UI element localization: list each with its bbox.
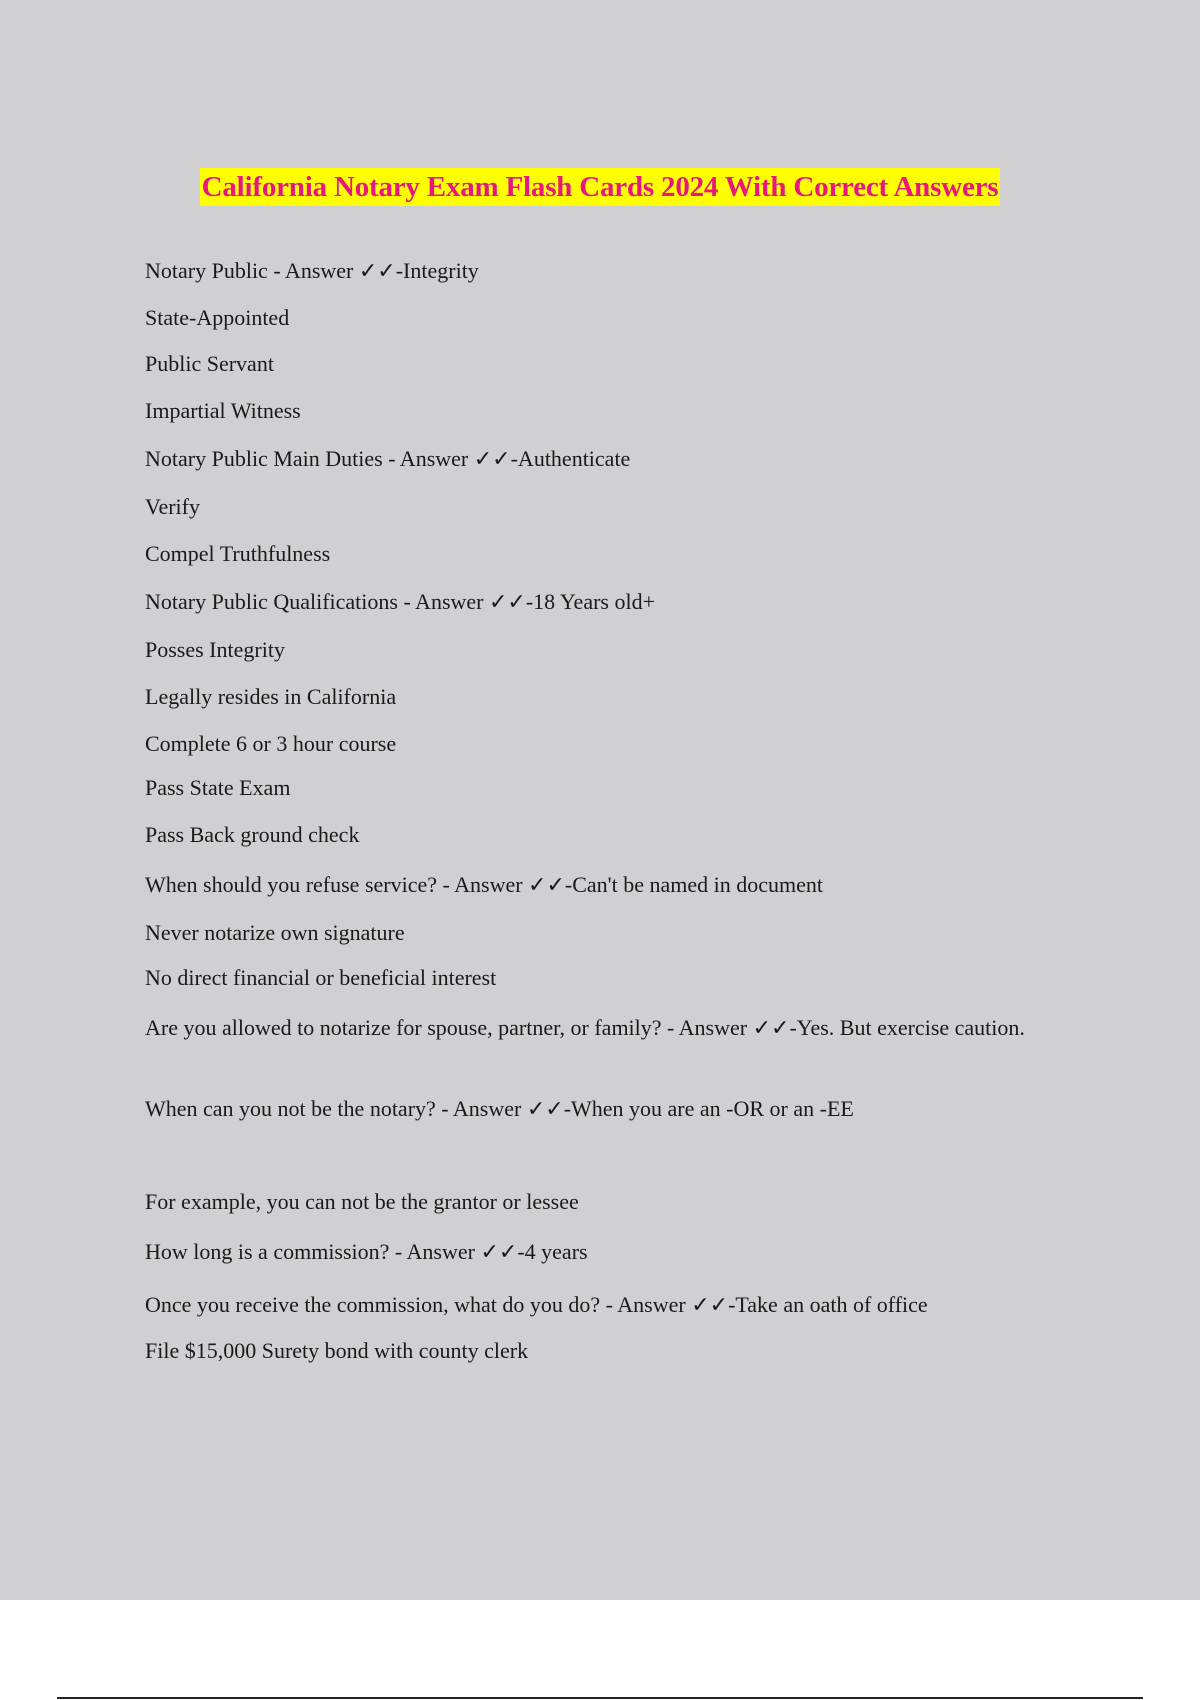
flashcard-line: Legally resides in California [145,684,397,709]
flashcard-line: Verify [145,494,200,519]
flashcard-line: When should you refuse service? - Answer ✓✓-Can't be named in document [145,872,824,897]
flashcard-line: Pass State Exam [145,775,291,800]
flashcard-line: Impartial Witness [145,398,301,423]
flashcard-line: Public Servant [145,351,274,376]
flashcard-line: Once you receive the commission, what do you do? - Answer ✓✓-Take an oath of office [145,1292,928,1317]
flashcard-line: State-Appointed [145,305,290,330]
document-title: California Notary Exam Flash Cards 2024 With Correct Answers [200,168,1001,206]
flashcard-line: Never notarize own signature [145,920,405,945]
flashcard-line: When can you not be the notary? - Answer ✓✓-When you are an -OR or an -EE [145,1096,854,1121]
flashcard-line: For example, you can not be the grantor or lessee [145,1189,579,1214]
flashcard-line: File $15,000 Surety bond with county clerk [145,1338,529,1363]
footer-divider [57,1697,1143,1699]
flashcard-line: Notary Public Qualifications - Answer ✓✓-18 Years old+ [145,589,655,614]
flashcard-line: Posses Integrity [145,637,285,662]
flashcard-line: Notary Public Main Duties - Answer ✓✓-Authenticate [145,446,631,471]
flashcard-line: Notary Public - Answer ✓✓-Integrity [145,258,479,283]
flashcard-line: Complete 6 or 3 hour course [145,731,397,756]
flashcard-line: How long is a commission? - Answer ✓✓-4 years [145,1239,588,1264]
title-container [0,168,1200,206]
flashcard-line: No direct financial or beneficial interest [145,965,497,990]
flashcard-line: Compel Truthfulness [145,541,331,566]
flashcard-line: Are you allowed to notarize for spouse, partner, or family? - Answer ✓✓-Yes. But exercise caution. [145,1015,1025,1040]
flashcard-line: Pass Back ground check [145,822,360,847]
